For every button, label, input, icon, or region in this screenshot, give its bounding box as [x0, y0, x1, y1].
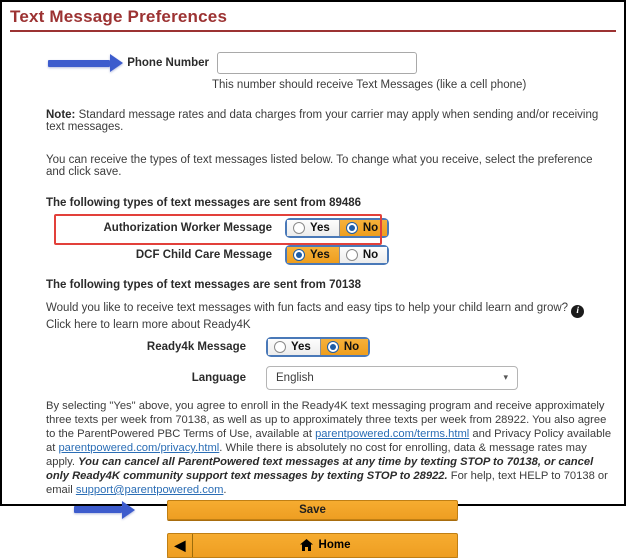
- phone-number-input[interactable]: [217, 52, 417, 74]
- save-button[interactable]: Save: [167, 500, 458, 520]
- title-divider: [10, 30, 616, 32]
- dcf-child-care-no-option[interactable]: [339, 247, 387, 263]
- phone-number-label: Phone Number: [127, 57, 209, 69]
- ready4k-message-label: Ready4k Message: [146, 340, 246, 353]
- section-heading-70138: The following types of text messages are sent from 70138: [46, 279, 362, 291]
- section-heading-89486: The following types of text messages are sent from 89486: [46, 197, 362, 209]
- back-arrow-icon: ◀: [174, 536, 186, 553]
- authorization-worker-toggle: [285, 218, 389, 238]
- radio-icon: [293, 249, 305, 261]
- intro-text: You can receive the types of text messages listed below. To change what you receive, select the preference and click save.: [46, 154, 593, 178]
- language-select[interactable]: [266, 366, 518, 390]
- note-text: Standard message rates and data charges from your carrier may apply when sending and/or receiving text messages.: [46, 109, 599, 133]
- authorization-worker-row: [46, 218, 612, 238]
- phone-number-row: [46, 52, 612, 74]
- language-row: [46, 366, 612, 390]
- no-option-label: No: [343, 340, 360, 353]
- yes-option-label: Yes: [310, 249, 330, 261]
- legal-text: By selecting "Yes" above, you agree to enroll in the Ready4K text messaging program and receive approximately three texts per week from 70138, as well as up to approximately three texts per week from 28922. You also agree to the ParentPowered PBC Terms of Use, available at parentpowered.com/terms.html and Privacy Policy available at parentpowered.com/privacy.html. While there is absolutely no cost for enrolling, data & message rates may apply. You can cancel all ParentPowered text messages at any time by texting STOP to 70138, or cancel only Ready4K community support text messages by texting STOP to 28922. For help, text HELP to 70138 or email support@parentpowered.com.: [46, 399, 612, 496]
- no-option-label: No: [362, 222, 379, 234]
- authorization-worker-label: Authorization Worker Message: [103, 222, 272, 234]
- yes-option-label: Yes: [291, 340, 311, 353]
- phone-helper-text: This number should receive Text Messages (like a cell phone): [212, 79, 527, 91]
- note-prefix: Note:: [46, 109, 76, 121]
- authorization-worker-yes-option[interactable]: [287, 220, 339, 236]
- form-content: [46, 52, 612, 558]
- dcf-child-care-row: [46, 245, 612, 265]
- ready4k-no-option[interactable]: [320, 339, 368, 355]
- terms-link[interactable]: parentpowered.com/terms.html: [315, 427, 470, 440]
- ready4k-question: Would you like to receive text messages with fun facts and easy tips to help your child learn and grow? i Click here to learn more about Ready4K: [46, 301, 612, 334]
- carrier-note: [46, 109, 612, 133]
- ready4k-yes-option[interactable]: [268, 339, 320, 355]
- authorization-worker-no-option[interactable]: [339, 220, 387, 236]
- radio-icon: [293, 222, 305, 234]
- home-button-label: Home: [318, 539, 351, 552]
- dcf-child-care-toggle: [285, 245, 389, 265]
- radio-icon: [274, 341, 286, 353]
- chevron-down-icon: ▾: [503, 372, 508, 383]
- home-row: [46, 533, 612, 558]
- no-option-label: No: [362, 249, 379, 261]
- yes-option-label: Yes: [310, 222, 330, 234]
- save-row: [46, 500, 612, 520]
- ready4k-learn-more[interactable]: Click here to learn more about Ready4K: [46, 319, 251, 332]
- annotation-arrow-icon: [74, 501, 135, 519]
- support-email-link[interactable]: support@parentpowered.com: [75, 483, 224, 496]
- language-label: Language: [191, 371, 246, 384]
- ready4k-message-row: [46, 337, 612, 357]
- back-button[interactable]: [168, 534, 193, 557]
- ready4k-message-toggle: [266, 337, 370, 357]
- privacy-link[interactable]: parentpowered.com/privacy.html: [58, 441, 220, 454]
- language-selected-value: English: [276, 371, 314, 384]
- info-icon[interactable]: i: [571, 305, 584, 318]
- radio-icon: [346, 249, 358, 261]
- radio-icon: [327, 341, 339, 353]
- home-button[interactable]: [167, 533, 458, 558]
- page-title: Text Message Preferences: [10, 7, 228, 26]
- dcf-child-care-label: DCF Child Care Message: [135, 249, 272, 261]
- home-icon: [300, 539, 313, 551]
- dcf-child-care-yes-option[interactable]: [287, 247, 339, 263]
- radio-icon: [346, 222, 358, 234]
